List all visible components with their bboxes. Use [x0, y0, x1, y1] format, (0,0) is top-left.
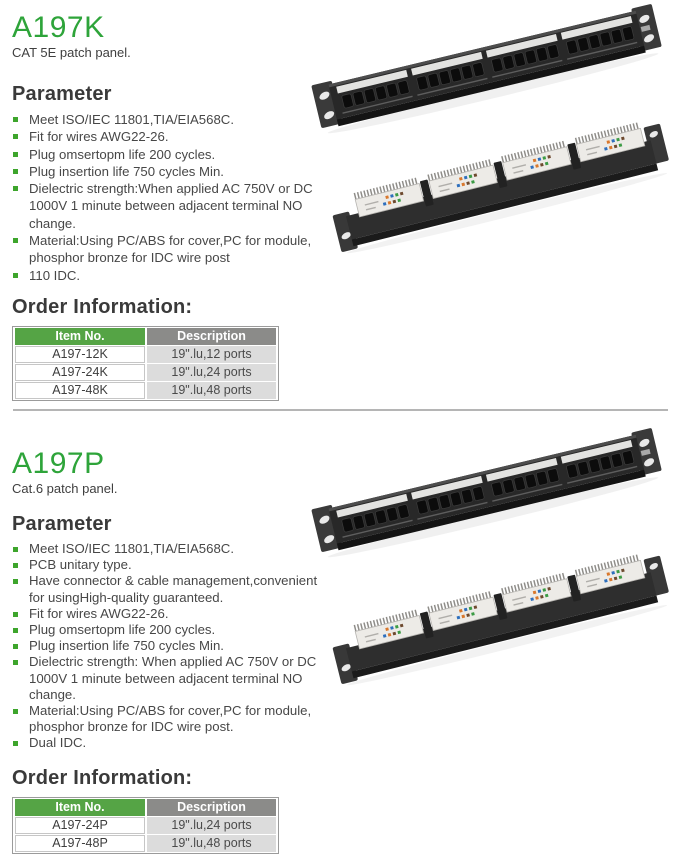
parameter-item: PCB unitary type. [12, 557, 320, 573]
table-row [15, 346, 276, 363]
item-no-cell: A197-48P [15, 835, 145, 852]
parameter-heading: Parameter [12, 83, 112, 105]
item-no-cell: A197-24P [15, 817, 145, 834]
parameter-item: Material:Using PC/ABS for cover,PC for module, phosphor bronze for IDC wire post. [12, 703, 320, 735]
table-row [15, 382, 276, 399]
table-header-row [15, 328, 276, 345]
parameter-item: Plug omsertopm life 200 cycles. [12, 622, 320, 638]
parameter-item: Plug insertion life 750 cycles Min. [12, 163, 320, 180]
order-information-heading: Order Information: [12, 295, 193, 318]
parameter-item: Have connector & cable management,convenient for usingHigh-quality guaranteed. [12, 573, 320, 605]
product-subtitle: CAT 5E patch panel. [12, 45, 131, 60]
parameter-item: Dual IDC. [12, 735, 320, 751]
parameter-item: Dielectric strength: When applied AC 750V or DC 1000V 1 minute between adjacent terminal NO change. [12, 654, 320, 703]
parameter-item: Fit for wires AWG22-26. [12, 128, 320, 145]
patch-panel-front-photo [309, 0, 664, 140]
patch-panel-rear-photo [327, 110, 674, 260]
description-cell: 19".lu,24 ports [147, 817, 276, 834]
parameter-item: Dielectric strength:When applied AC 750V or DC 1000V 1 minute between adjacent terminal NO change. [12, 180, 320, 232]
table-header-description: Description [147, 328, 276, 345]
product-title: A197P [12, 447, 105, 480]
table-header-item-no: Item No. [15, 799, 145, 816]
item-no-cell: A197-24K [15, 364, 145, 381]
parameter-item: Plug omsertopm life 200 cycles. [12, 146, 320, 163]
table-row [15, 817, 276, 834]
parameter-item: 110 IDC. [12, 267, 320, 284]
product-section-a197k [12, 12, 324, 401]
parameter-item: Fit for wires AWG22-26. [12, 606, 320, 622]
product-title: A197K [12, 11, 105, 44]
description-cell: 19".lu,48 ports [147, 835, 276, 852]
item-no-cell: A197-12K [15, 346, 145, 363]
order-information-heading: Order Information: [12, 766, 193, 789]
order-information-table [12, 797, 279, 854]
parameter-heading: Parameter [12, 513, 112, 535]
item-no-cell: A197-48K [15, 382, 145, 399]
product-section-a197p [12, 448, 324, 854]
patch-panel-front-photo [309, 420, 664, 564]
description-cell: 19".lu,48 ports [147, 382, 276, 399]
table-row [15, 364, 276, 381]
parameter-list [12, 111, 320, 284]
patch-panel-rear-photo [327, 542, 674, 692]
table-header-row [15, 799, 276, 816]
table-header-item-no: Item No. [15, 328, 145, 345]
parameter-item: Meet ISO/IEC 11801,TIA/EIA568C. [12, 541, 320, 557]
table-header-description: Description [147, 799, 276, 816]
parameter-item: Meet ISO/IEC 11801,TIA/EIA568C. [12, 111, 320, 128]
parameter-list [12, 541, 320, 752]
table-row [15, 835, 276, 852]
parameter-item: Plug insertion life 750 cycles Min. [12, 638, 320, 654]
parameter-item: Material:Using PC/ABS for cover,PC for module, phosphor bronze for IDC wire post [12, 232, 320, 267]
product-subtitle: Cat.6 patch panel. [12, 481, 118, 496]
description-cell: 19".lu,12 ports [147, 346, 276, 363]
description-cell: 19".lu,24 ports [147, 364, 276, 381]
section-divider [13, 409, 668, 411]
order-information-table [12, 326, 279, 401]
